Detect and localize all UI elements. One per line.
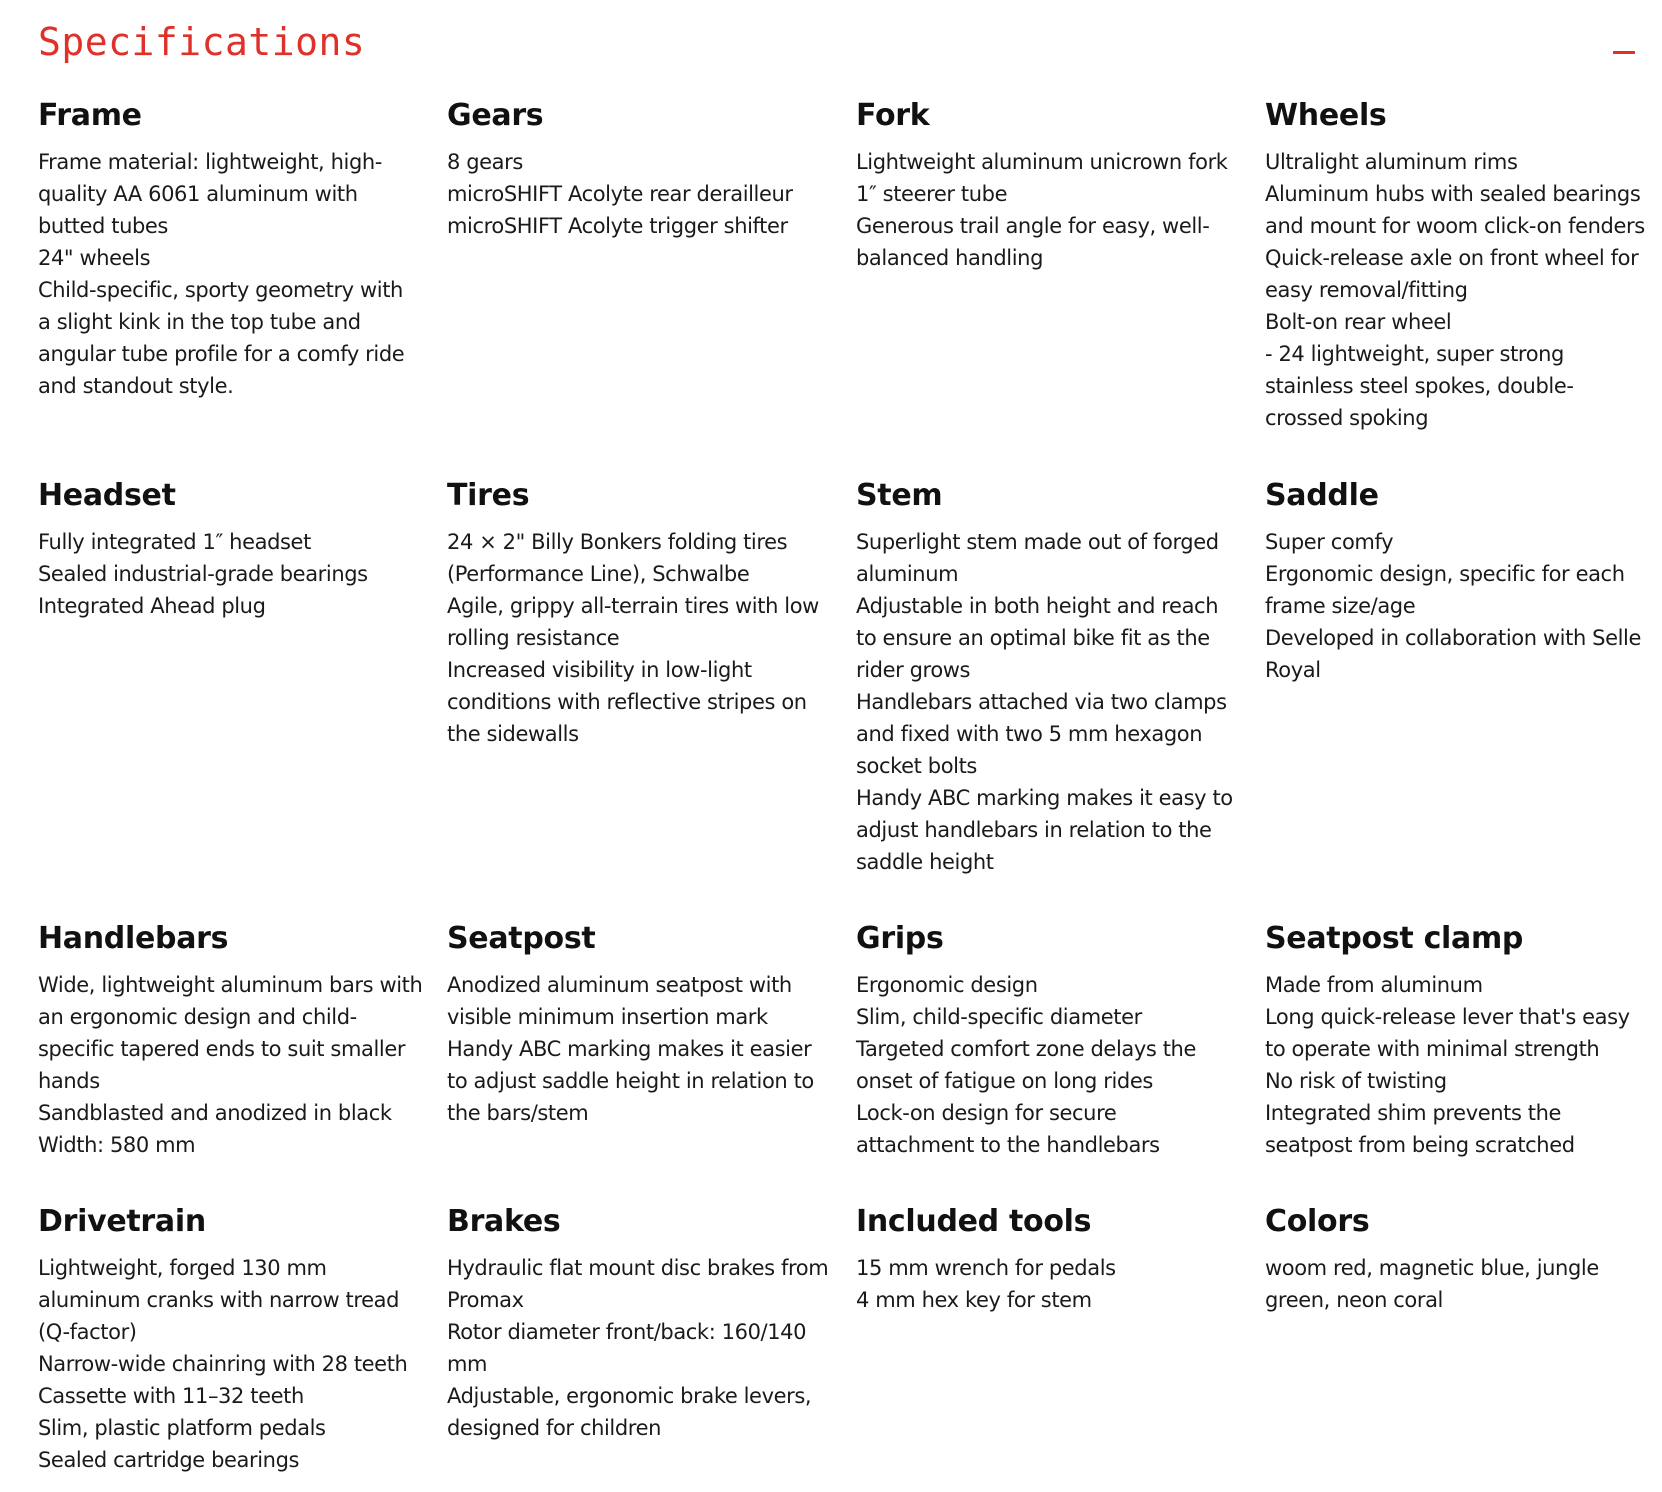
spec-heading: Tires [447, 478, 530, 513]
spec-line: Width: 580 mm [38, 1133, 196, 1157]
spec-line: frame size/age [1265, 594, 1416, 618]
spec-line: aluminum cranks with narrow tread [38, 1288, 400, 1312]
spec-line: microSHIFT Acolyte rear derailleur [447, 182, 793, 206]
spec-line: crossed spoking [1265, 406, 1429, 430]
spec-line: to operate with minimal strength [1265, 1037, 1600, 1061]
spec-block-drivetrain [38, 1202, 447, 1482]
spec-line: Promax [447, 1288, 524, 1312]
spec-line: (Q-factor) [38, 1320, 137, 1344]
spec-line: Sandblasted and anodized in black [38, 1101, 392, 1125]
collapse-toggle-button[interactable] [1608, 28, 1644, 64]
spec-line: quality AA 6061 aluminum with [38, 182, 358, 206]
spec-heading: Handlebars [38, 921, 229, 956]
spec-list [1265, 969, 1660, 1161]
spec-row [38, 476, 1658, 919]
section-title: Specifications [38, 20, 366, 64]
spec-list [447, 526, 842, 750]
spec-line: the bars/stem [447, 1101, 589, 1125]
spec-line: mm [447, 1352, 488, 1376]
minus-icon [1613, 51, 1635, 54]
spec-line: Adjustable in both height and reach [856, 594, 1219, 618]
spec-line: Frame material: lightweight, high- [38, 150, 382, 174]
spec-line: Anodized aluminum seatpost with [447, 973, 792, 997]
spec-heading: Wheels [1265, 98, 1387, 133]
spec-line: hands [38, 1069, 100, 1093]
spec-line: butted tubes [38, 214, 168, 238]
spec-line: Ultralight aluminum rims [1265, 150, 1518, 174]
spec-line: to adjust saddle height in relation to [447, 1069, 814, 1093]
spec-line: 4 mm hex key for stem [856, 1288, 1092, 1312]
spec-block-colors [1265, 1202, 1662, 1482]
spec-list [856, 1252, 1251, 1316]
spec-line: the sidewalls [447, 722, 579, 746]
spec-line: Super comfy [1265, 530, 1394, 554]
spec-line: aluminum [856, 562, 959, 586]
spec-line: balanced handling [856, 246, 1044, 270]
spec-block-frame [38, 96, 447, 476]
spec-row [38, 919, 1658, 1202]
spec-line: rolling resistance [447, 626, 620, 650]
spec-line: Integrated Ahead plug [38, 594, 266, 618]
spec-line: 24 × 2" Billy Bonkers folding tires [447, 530, 788, 554]
spec-line: onset of fatigue on long rides [856, 1069, 1153, 1093]
spec-line: and standout style. [38, 374, 234, 398]
spec-list [856, 526, 1251, 878]
spec-line: Handy ABC marking makes it easy to [856, 786, 1233, 810]
spec-line: No risk of twisting [1265, 1069, 1447, 1093]
spec-heading: Seatpost [447, 921, 596, 956]
spec-line: stainless steel spokes, double- [1265, 374, 1574, 398]
spec-block-saddle [1265, 476, 1662, 919]
spec-row [38, 1202, 1658, 1482]
spec-line: an ergonomic design and child- [38, 1005, 357, 1029]
spec-list [38, 969, 433, 1161]
spec-line: Long quick-release lever that's easy [1265, 1005, 1630, 1029]
spec-line: Slim, plastic platform pedals [38, 1416, 326, 1440]
spec-line: Sealed cartridge bearings [38, 1448, 300, 1472]
spec-line: 15 mm wrench for pedals [856, 1256, 1116, 1280]
spec-block-grips [856, 919, 1265, 1202]
spec-line: Narrow-wide chainring with 28 teeth [38, 1352, 408, 1376]
spec-line: Wide, lightweight aluminum bars with [38, 973, 423, 997]
spec-heading: Seatpost clamp [1265, 921, 1524, 956]
spec-line: visible minimum insertion mark [447, 1005, 768, 1029]
spec-list [856, 969, 1251, 1161]
spec-line: easy removal/fitting [1265, 278, 1468, 302]
spec-list [1265, 526, 1660, 686]
spec-line: Developed in collaboration with Selle [1265, 626, 1641, 650]
spec-line: green, neon coral [1265, 1288, 1443, 1312]
spec-heading: Headset [38, 478, 176, 513]
spec-block-included-tools [856, 1202, 1265, 1482]
spec-line: Lightweight aluminum unicrown fork [856, 150, 1228, 174]
spec-line: Lightweight, forged 130 mm [38, 1256, 327, 1280]
spec-line: and fixed with two 5 mm hexagon [856, 722, 1203, 746]
spec-block-handlebars [38, 919, 447, 1202]
spec-list [38, 146, 433, 402]
spec-line: a slight kink in the top tube and [38, 310, 361, 334]
spec-block-wheels [1265, 96, 1662, 476]
spec-list [447, 1252, 842, 1444]
spec-line: Ergonomic design, specific for each [1265, 562, 1625, 586]
spec-heading: Frame [38, 98, 142, 133]
spec-heading: Drivetrain [38, 1204, 206, 1239]
spec-heading: Included tools [856, 1204, 1092, 1239]
spec-line: Rotor diameter front/back: 160/140 [447, 1320, 807, 1344]
spec-list [856, 146, 1251, 274]
spec-heading: Colors [1265, 1204, 1370, 1239]
spec-block-tires [447, 476, 856, 919]
spec-heading: Gears [447, 98, 544, 133]
spec-line: Sealed industrial-grade bearings [38, 562, 368, 586]
spec-line: 24" wheels [38, 246, 151, 270]
spec-line: Agile, grippy all-terrain tires with low [447, 594, 819, 618]
spec-line: (Performance Line), Schwalbe [447, 562, 750, 586]
spec-block-stem [856, 476, 1265, 919]
spec-line: 1″ steerer tube [856, 182, 1008, 206]
spec-line: Bolt-on rear wheel [1265, 310, 1452, 334]
spec-line: Hydraulic flat mount disc brakes from [447, 1256, 829, 1280]
spec-line: Targeted comfort zone delays the [856, 1037, 1196, 1061]
spec-block-fork [856, 96, 1265, 476]
spec-line: microSHIFT Acolyte trigger shifter [447, 214, 788, 238]
spec-line: Superlight stem made out of forged [856, 530, 1219, 554]
spec-line: Handy ABC marking makes it easier [447, 1037, 812, 1061]
spec-list [38, 1252, 433, 1476]
spec-block-gears [447, 96, 856, 476]
spec-list [38, 526, 433, 622]
spec-line: angular tube profile for a comfy ride [38, 342, 405, 366]
spec-list [1265, 146, 1660, 434]
spec-heading: Saddle [1265, 478, 1379, 513]
spec-line: Cassette with 11–32 teeth [38, 1384, 304, 1408]
spec-heading: Stem [856, 478, 943, 513]
spec-heading: Brakes [447, 1204, 561, 1239]
spec-block-brakes [447, 1202, 856, 1482]
spec-line: Increased visibility in low-light [447, 658, 752, 682]
spec-line: woom red, magnetic blue, jungle [1265, 1256, 1599, 1280]
spec-block-headset [38, 476, 447, 919]
spec-list [447, 969, 842, 1129]
spec-line: attachment to the handlebars [856, 1133, 1160, 1157]
spec-line: to ensure an optimal bike fit as the [856, 626, 1210, 650]
spec-line: Integrated shim prevents the [1265, 1101, 1562, 1125]
spec-line: adjust handlebars in relation to the [856, 818, 1212, 842]
spec-line: seatpost from being scratched [1265, 1133, 1575, 1157]
spec-line: Made from aluminum [1265, 973, 1483, 997]
spec-list [1265, 1252, 1660, 1316]
spec-line: rider grows [856, 658, 971, 682]
spec-line: Handlebars attached via two clamps [856, 690, 1227, 714]
spec-line: Lock-on design for secure [856, 1101, 1117, 1125]
spec-line: Adjustable, ergonomic brake levers, [447, 1384, 812, 1408]
spec-block-seatpost-clamp [1265, 919, 1662, 1202]
spec-line: Slim, child-specific diameter [856, 1005, 1142, 1029]
spec-line: designed for children [447, 1416, 661, 1440]
spec-line: and mount for woom click-on fenders [1265, 214, 1645, 238]
spec-line: Fully integrated 1″ headset [38, 530, 311, 554]
spec-line: conditions with reflective stripes on [447, 690, 807, 714]
spec-line: Aluminum hubs with sealed bearings [1265, 182, 1641, 206]
spec-line: Royal [1265, 658, 1321, 682]
spec-list [447, 146, 842, 242]
spec-row [38, 96, 1658, 476]
specifications-header [38, 16, 1644, 76]
spec-line: 8 gears [447, 150, 523, 174]
spec-line: saddle height [856, 850, 994, 874]
spec-heading: Grips [856, 921, 944, 956]
spec-line: socket bolts [856, 754, 977, 778]
spec-grid [38, 96, 1658, 1482]
spec-line: Child-specific, sporty geometry with [38, 278, 403, 302]
spec-line: Generous trail angle for easy, well- [856, 214, 1210, 238]
spec-line: Ergonomic design [856, 973, 1038, 997]
spec-block-seatpost [447, 919, 856, 1202]
spec-line: Quick-release axle on front wheel for [1265, 246, 1639, 270]
spec-heading: Fork [856, 98, 930, 133]
spec-line: specific tapered ends to suit smaller [38, 1037, 406, 1061]
spec-line: - 24 lightweight, super strong [1265, 342, 1564, 366]
